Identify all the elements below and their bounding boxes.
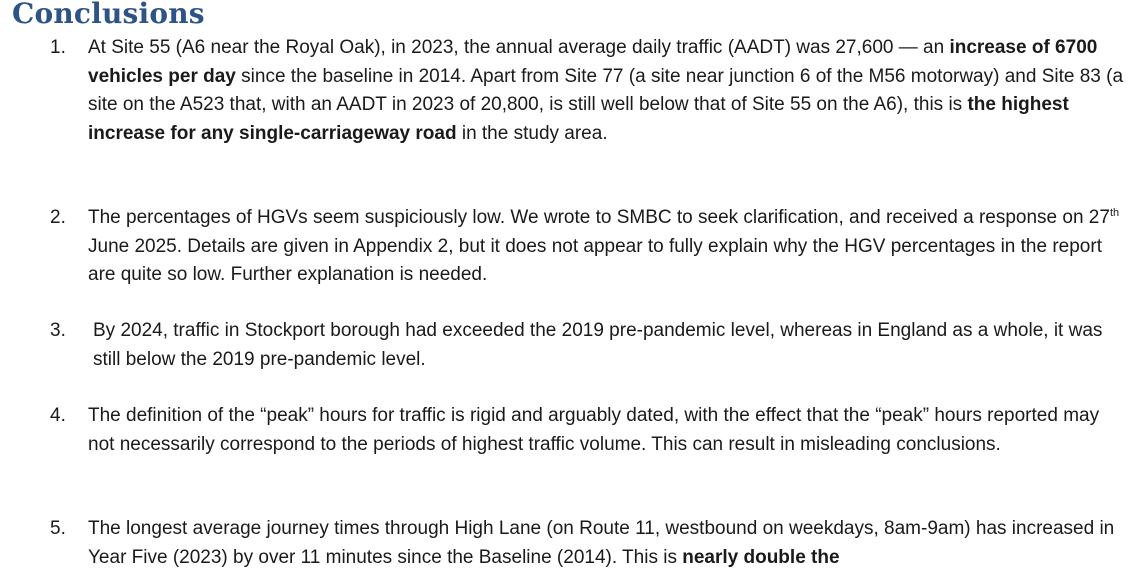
list-item-text <box>93 317 1126 374</box>
list-item-number: 4. <box>50 405 66 426</box>
text-run: since the baseline in 2014. Apart from Site 77 (a site near junction 6 of the M56 motorway) and Site 83 (a site on the A523 that, with an AADT in 2023 of 20,800, is still well below that of Site 55 on the A6), this is <box>88 65 1124 115</box>
text-run: The definition of the “peak” hours for traffic is rigid and arguably dated, with the effect that the “peak” hours reported may not necessarily correspond to the periods of highest traffic volume. This can result in misleading conclusions. <box>88 405 1100 455</box>
list-item-number: 5. <box>50 518 66 539</box>
bold-text: increase of 6700 vehicles per day <box>88 37 1098 87</box>
list-item-text <box>88 34 1126 148</box>
text-run: The percentages of HGVs seem suspiciously low. We wrote to SMBC to seek clarification, and received a response on 27 <box>88 207 1110 228</box>
text-run: June 2025. Details are given in Appendix 2, but it does not appear to fully explain why the HGV percentages in the report are quite so low. Further explanation is needed. <box>88 235 1102 285</box>
text-run: By 2024, traffic in Stockport borough had exceeded the 2019 pre-pandemic level, whereas in England as a whole, it was still below the 2019 pre-pandemic level. <box>93 320 1103 370</box>
list-item-text <box>88 204 1126 290</box>
superscript-text: th <box>1109 207 1120 219</box>
text-run: The longest average journey times through High Lane (on Route 11, westbound on weekdays, 8am-9am) has increased in Year Five (2023) by over 11 minutes since the Baseline (2014). This is <box>88 518 1115 568</box>
bold-text: the highest increase for any single-carriageway road <box>88 94 1069 144</box>
text-run: in the study area. <box>456 122 608 144</box>
page-heading: Conclusions <box>12 0 205 30</box>
list-item-number: 3. <box>50 320 66 341</box>
list-item-text <box>88 402 1126 459</box>
list-item-text <box>88 515 1126 572</box>
list-item-number: 2. <box>50 207 66 228</box>
list-item-number: 1. <box>50 37 66 58</box>
bold-text: nearly double the <box>682 546 840 568</box>
text-run: At Site 55 (A6 near the Royal Oak), in 2023, the annual average daily traffic (AADT) was 27,600 — an <box>88 37 950 58</box>
